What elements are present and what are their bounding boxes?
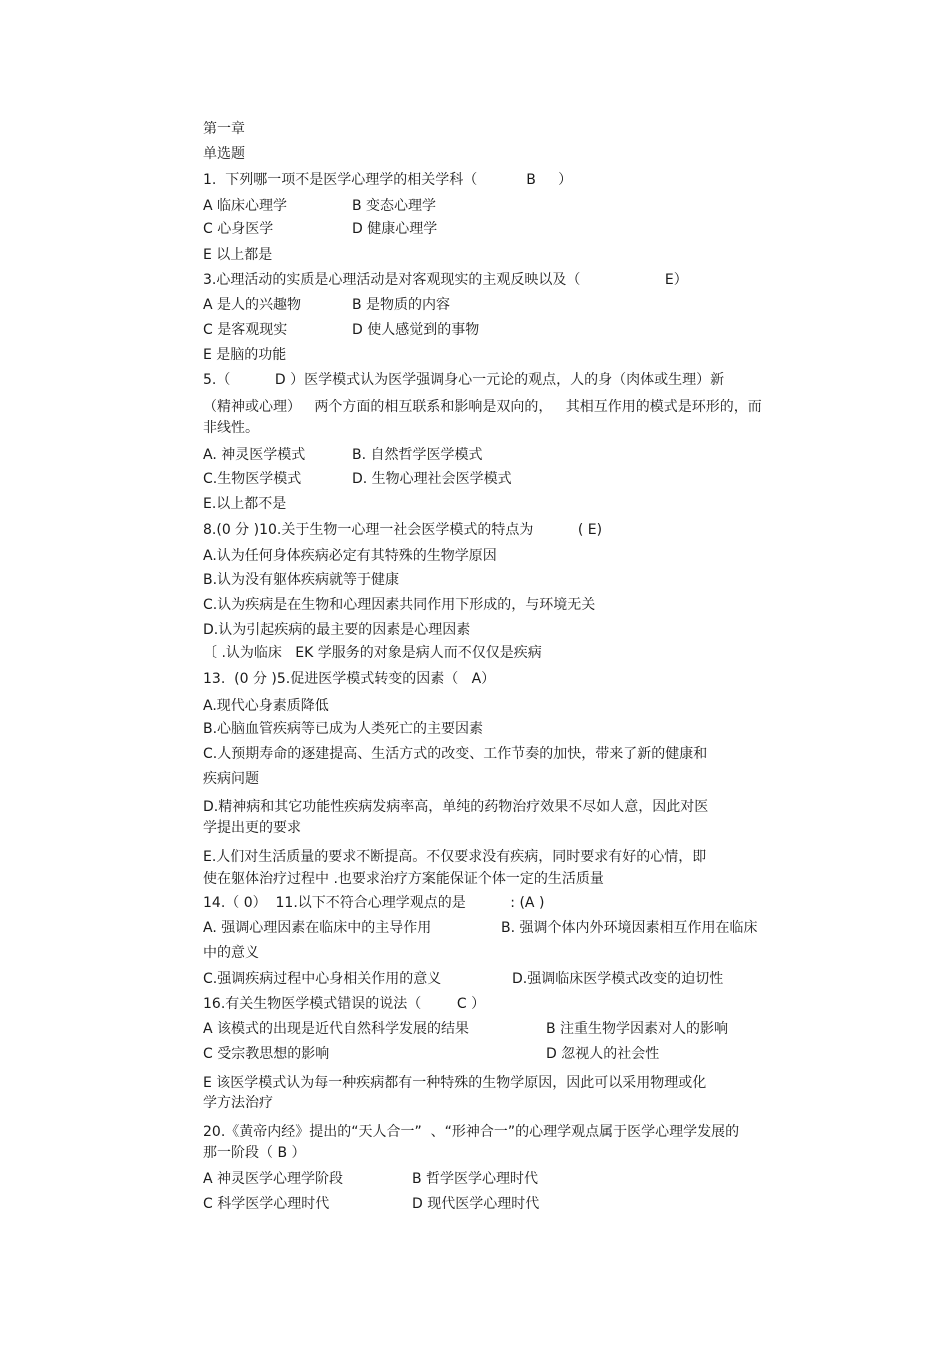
question-14-option-c: C.强调疾病过程中心身相关作用的意义 [203,971,442,987]
question-20-option-d: D 现代医学心理时代 [412,1196,540,1212]
question-1-option-c: C 心身医学 [203,221,274,237]
question-16-option-e-line-1: E 该医学模式认为每一种疾病都有一种特殊的生物学原因，因此可以采用物理或化 [203,1075,707,1091]
question-5-option-b: B. 自然哲学医学模式 [352,447,483,463]
question-16-option-b: B 注重生物学因素对人的影响 [546,1021,729,1037]
chapter-title: 第一章 [203,121,245,137]
question-14-option-b-line-2: 中的意义 [203,945,259,961]
question-5-option-d: D. 生物心理社会医学模式 [352,471,512,487]
question-13-option-e-line-1: E.人们对生活质量的要求不断提高。不仅要求没有疾病，同时要求有好的心情，即 [203,849,707,865]
question-14-option-a: A. 强调心理因素在临床中的主导作用 [203,920,432,936]
question-20-option-a: A 神灵医学心理学阶段 [203,1171,344,1187]
question-13-option-b: B.心脑血管疾病等已成为人类死亡的主要因素 [203,721,484,737]
question-16-option-c: C 受宗教思想的影响 [203,1046,330,1062]
question-1-option-b: B 变态心理学 [352,198,437,214]
question-13-option-e-line-2: 使在躯体治疗过程中 .也要求治疗方案能保证个体一定的生活质量 [203,871,604,887]
question-1-option-d: D 健康心理学 [352,221,438,237]
question-5-stem-line-2: （精神或心理） 两个方面的相互联系和影响是双向的， 其相互作用的模式是环形的，而 [203,399,762,415]
question-5-option-a: A. 神灵医学模式 [203,447,306,463]
question-5-stem-line-1: 5.（ D ）医学模式认为医学强调身心一元论的观点，人的身（肉体或生理）新 [203,372,725,388]
question-3-stem: 3.心理活动的实质是心理活动是对客观现实的主观反映以及（ E） [203,272,688,288]
question-14-stem: 14.（ 0） 11.以下不符合心理学观点的是 : (A ) [203,895,545,911]
question-14-option-b-line-1: B. 强调个体内外环境因素相互作用在临床 [501,920,758,936]
question-1-stem: 1. 下列哪一项不是医学心理学的相关学科（ B ） [203,172,573,188]
question-20-stem-line-2: 那一阶段（ B ） [203,1145,306,1161]
question-13-option-c-line-1: C.人预期寿命的逐建提高、生活方式的改变、工作节奏的加快，带来了新的健康和 [203,746,708,762]
question-13-option-a: A.现代心身素质降低 [203,698,329,714]
question-13-stem: 13. (0 分 )5.促进医学模式转变的因素（ A） [203,671,496,687]
question-1-option-e: E 以上都是 [203,247,273,263]
question-5-stem-line-3: 非线性。 [203,420,259,436]
question-3-option-e: E 是脑的功能 [203,347,287,363]
question-16-option-a: A 该模式的出现是近代自然科学发展的结果 [203,1021,470,1037]
question-20-option-c: C 科学医学心理时代 [203,1196,330,1212]
question-8-option-b: B.认为没有躯体疾病就等于健康 [203,572,400,588]
section-title: 单选题 [203,146,245,162]
question-5-option-e: E.以上都不是 [203,496,287,512]
question-14-option-d: D.强调临床医学模式改变的迫切性 [512,971,724,987]
question-20-option-b: B 哲学医学心理时代 [412,1171,539,1187]
question-3-option-a: A 是人的兴趣物 [203,297,302,313]
question-16-stem: 16.有关生物医学模式错误的说法（ C ） [203,996,486,1012]
question-13-option-d-line-2: 学提出更的要求 [203,820,301,836]
question-16-option-d: D 忽视人的社会性 [546,1046,660,1062]
question-13-option-c-line-2: 疾病问题 [203,771,259,787]
question-8-option-e: 〔 .认为临床 EK 学服务的对象是病人而不仅仅是疾病 [203,645,542,661]
question-3-option-d: D 使人感觉到的事物 [352,322,480,338]
question-8-stem: 8.(0 分 )10.关于生物一心理一社会医学模式的特点为 ( E) [203,522,603,538]
question-5-option-c: C.生物医学模式 [203,471,302,487]
question-20-stem-line-1: 20.《黄帝内经》提出的“天人合一” 、“形神合一”的心理学观点属于医学心理学发展的 [203,1124,740,1140]
question-13-option-d-line-1: D.精神病和其它功能性疾病发病率高，单纯的药物治疗效果不尽如人意，因此对医 [203,799,709,815]
question-3-option-c: C 是客观现实 [203,322,288,338]
question-3-option-b: B 是物质的内容 [352,297,451,313]
question-8-option-c: C.认为疾病是在生物和心理因素共同作用下形成的，与环境无关 [203,597,596,613]
question-8-option-d: D.认为引起疾病的最主要的因素是心理因素 [203,622,471,638]
question-1-option-a: A 临床心理学 [203,198,288,214]
question-8-option-a: A.认为任何身体疾病必定有其特殊的生物学原因 [203,548,497,564]
question-16-option-e-line-2: 学方法治疗 [203,1095,273,1111]
